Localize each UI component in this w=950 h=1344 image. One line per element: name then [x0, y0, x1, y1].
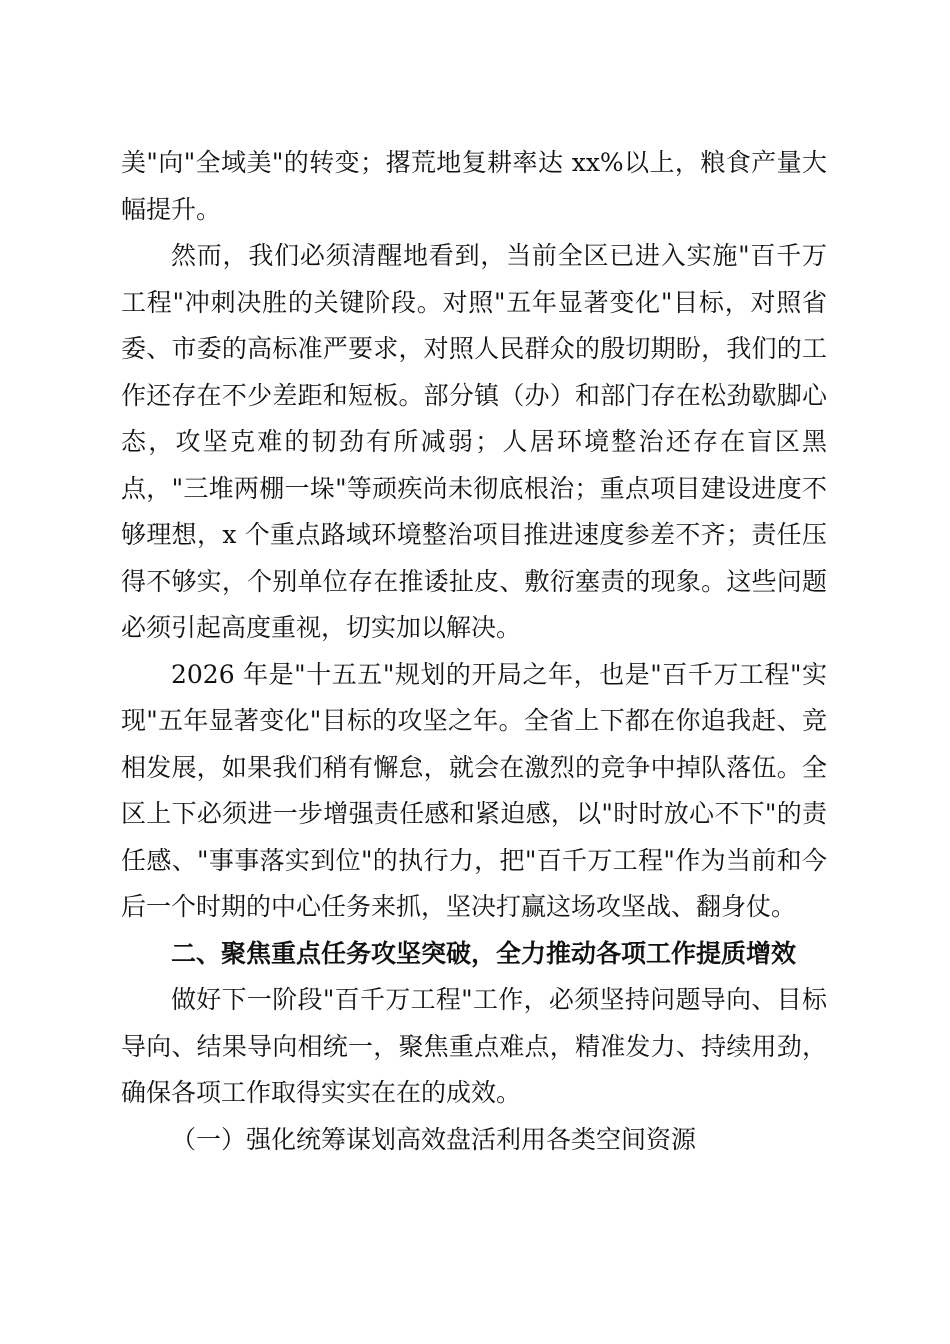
paragraph-next-stage: 做好下一阶段"百千万工程"工作，必须坚持问题导向、目标导向、结果导向相统一，聚焦重点难点，精准发力、持续用劲，确保各项工作取得实实在在的成效。: [121, 985, 827, 1107]
paragraph-continuation: 美"向"全域美"的转变；撂荒地复耕率达 xx%以上，粮食产量大幅提升。: [121, 148, 827, 224]
document-body: [121, 140, 827, 1163]
paragraph-2026-outlook: 2026 年是"十五五"规划的开局之年，也是"百千万工程"实现"五年显著变化"目标的攻坚之年。全省上下都在你追我赶、竞相发展，如果我们稍有懈怠，就会在激烈的竞争中掉队落伍。全区上下必须进一步增强责任感和紧迫感，以"时时放心不下"的责任感、"事事落实到位"的执行力，把"百千万工程"作为当前和今后一个时期的中心任务来抓，坚决打赢这场攻坚战、翻身仗。: [121, 659, 827, 921]
section-heading-2: 二、聚焦重点任务攻坚突破，全力推动各项工作提质增效: [171, 938, 797, 968]
paragraph-shortcomings: 然而，我们必须清醒地看到，当前全区已进入实施"百千万工程"冲刺决胜的关键阶段。对照"五年显著变化"目标，对照省委、市委的高标准严要求，对照人民群众的殷切期盼，我们的工作还存在不少差距和短板。部分镇（办）和部门存在松劲歇脚心态，攻坚克难的韧劲有所减弱；人居环境整治还存在盲区黑点，"三堆两棚一垛"等顽疾尚未彻底根治；重点项目建设进度不够理想，x 个重点路域环境整治项目推进速度参差不齐；责任压得不够实，个别单位存在推诿扯皮、敷衍塞责的现象。这些问题必须引起高度重视，切实加以解决。: [121, 241, 827, 642]
subsection-heading-1: （一）强化统筹谋划高效盘活利用各类空间资源: [171, 1124, 697, 1154]
